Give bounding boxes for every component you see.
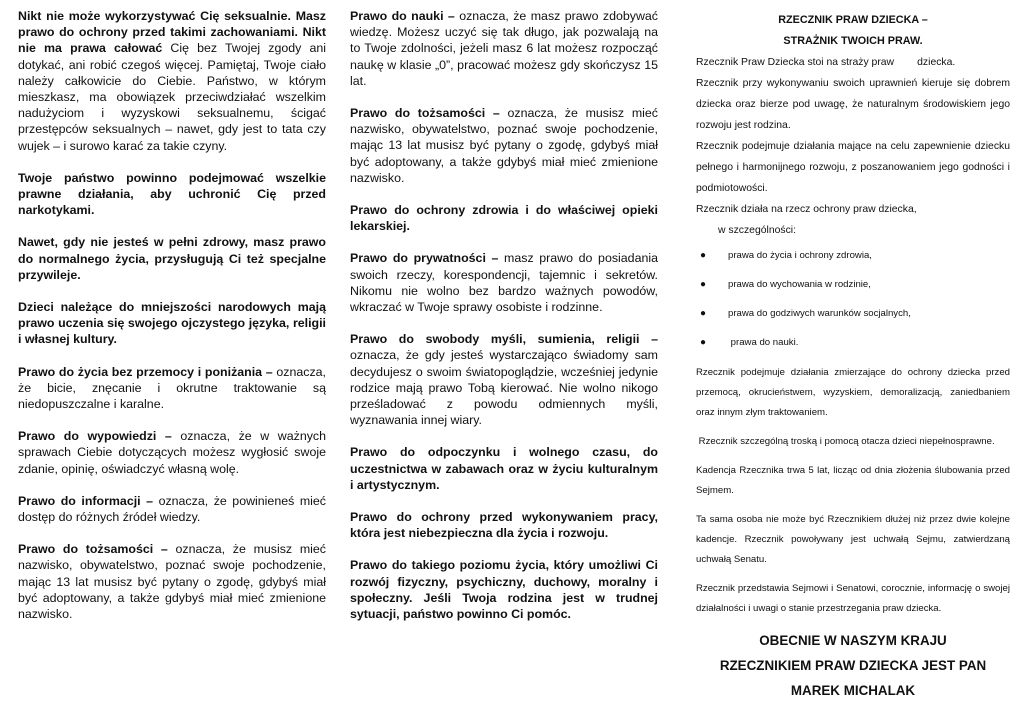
bullet-icon: ● bbox=[700, 279, 707, 290]
rights-paragraph bbox=[18, 541, 326, 622]
column-children-rights-1 bbox=[18, 8, 326, 638]
rights-paragraph bbox=[18, 8, 326, 154]
rights-paragraph bbox=[350, 557, 658, 622]
list-item: ● prawa do nauki. bbox=[696, 328, 1010, 357]
final-line-3: MAREK MICHALAK bbox=[790, 683, 916, 698]
list-item: ● prawa do życia i ochrony zdrowia, bbox=[696, 241, 1010, 270]
rights-paragraph bbox=[18, 493, 326, 525]
bullet-icon: ● bbox=[700, 337, 707, 348]
rights-paragraph bbox=[350, 202, 658, 234]
paragraph-bold-text: Prawo do prywatności – bbox=[350, 251, 499, 266]
ombudsman-paragraph-5: Rzecznik podejmuje działania zmierzające do ochrony dziecka przed przemocą, okrucieństwem, wyzyskiem, demoralizacją, zaniedbaniem oraz innym złym traktowaniem. bbox=[696, 367, 1010, 418]
bullet-icon: ● bbox=[700, 250, 707, 261]
rights-paragraph bbox=[18, 299, 326, 348]
bullet-icon: ● bbox=[700, 308, 707, 319]
rights-paragraph bbox=[350, 444, 658, 493]
paragraph-text: oznacza, że bicie, znęcanie i okrutne traktowanie są niedopuszczalne i karalne. bbox=[18, 364, 326, 412]
ombudsman-paragraph-7: Kadencja Rzecznika trwa 5 lat, licząc od dnia złożenia ślubowania przed Sejmem. bbox=[696, 465, 1010, 496]
column-children-rights-2 bbox=[350, 8, 658, 638]
paragraph-text: oznacza, że powinieneś mieć dostęp do różnych źródeł wiedzy. bbox=[18, 493, 326, 525]
paragraph-bold-text: Twoje państwo powinno podejmować wszelkie prawne działania, aby uchronić Cię przed narkotykami. bbox=[18, 170, 326, 218]
paragraph-bold-text: Prawo do tożsamości – bbox=[350, 106, 500, 121]
rights-paragraph bbox=[18, 234, 326, 283]
ombudsman-paragraph-3: Rzecznik podejmuje działania mające na celu zapewnienie dziecku pełnego i harmonijnego rozwoju, z poszanowaniem jego godności i podmiotowości. bbox=[696, 141, 1010, 194]
rights-paragraph bbox=[18, 364, 326, 413]
final-line-2: RZECZNIKIEM PRAW DZIECKA JEST PAN bbox=[719, 658, 987, 673]
ombudsman-paragraph-4: Rzecznik działa na rzecz ochrony praw dziecka, bbox=[696, 204, 917, 215]
rights-paragraph bbox=[18, 428, 326, 477]
list-item: ● prawa do godziwych warunków socjalnych, bbox=[696, 299, 1010, 328]
ombudsman-paragraph-4b: w szczególności: bbox=[718, 225, 796, 236]
paragraph-bold-text: Prawo do nauki – bbox=[350, 9, 455, 23]
paragraph-text: oznacza, że musisz mieć nazwisko, obywatelstwo, poznać swoje pochodzenie, mając 13 lat musisz być pytany o zgodę, gdybyś miał być adoptowany, a także gdybyś miał mieć zmienione nazwisko. bbox=[18, 542, 326, 622]
ombudsman-paragraph-6: Rzecznik szczególną troską i pomocą otacza dzieci niepełnosprawne. bbox=[696, 436, 995, 447]
rights-paragraph bbox=[350, 331, 658, 428]
paragraph-bold-text: Prawo do informacji – bbox=[18, 493, 154, 508]
ombudsman-title-line1: RZECZNIK PRAW DZIECKA – bbox=[778, 14, 928, 26]
column-ombudsman bbox=[696, 10, 1010, 703]
paragraph-bold-text: Prawo do tożsamości – bbox=[18, 542, 168, 557]
paragraph-bold-text: Prawo do wypowiedzi – bbox=[18, 429, 172, 444]
rights-bullet-list bbox=[696, 241, 1010, 357]
paragraph-bold-text: Nikt nie może wykorzystywać Cię seksualnie. Masz prawo do ochrony przed takimi zachowaniami. Nikt nie ma prawa całować bbox=[18, 9, 326, 56]
paragraph-bold-text: Dzieci należące do mniejszości narodowych mają prawo uczenia się swojego ojczystego języka, religii i własnej kultury. bbox=[18, 300, 326, 347]
paragraph-bold-text: Nawet, gdy nie jesteś w pełni zdrowy, masz prawo do normalnego życia, przysługują Ci też specjalne przywileje. bbox=[18, 235, 326, 282]
rights-paragraph bbox=[350, 250, 658, 315]
paragraph-bold-text: Prawo do odpoczynku i wolnego czasu, do uczestnictwa w zabawach oraz w życiu kulturalnym i artystycznym. bbox=[350, 445, 658, 492]
rights-paragraph bbox=[350, 509, 658, 541]
paragraph-text: masz prawo do posiadania swoich rzeczy, korespondencji, tajemnic i sekretów. Nikomu nie wolno bez bardzo ważnych powodów, wkraczać w Twoje sprawy osobiste i rodzinne. bbox=[350, 251, 658, 315]
list-item: ● prawa do wychowania w rodzinie, bbox=[696, 270, 1010, 299]
paragraph-text: oznacza, że w ważnych sprawach Ciebie dotyczących możesz wygłosić swoje zdanie, opinię, oświadczyć własną wolę. bbox=[18, 429, 327, 476]
rights-paragraph bbox=[350, 105, 658, 186]
paragraph-text: oznacza, że masz prawo zdobywać wiedzę. Możesz uczyć się tak długo, jak pozwalają na to Twoje zdolności, jeżeli masz 6 lat możesz rozpocząć naukę w klasie „0”, pracować możesz gdy skończysz 15 lat. bbox=[350, 9, 658, 88]
rights-paragraph bbox=[18, 170, 326, 219]
paragraph-bold-text: Prawo do ochrony przed wykonywaniem pracy, która jest niebezpieczna dla życia i rozwoju. bbox=[350, 510, 658, 541]
paragraph-text: Cię bez Twojej zgody ani dotykać, ani robić czegoś więcej. Pamiętaj, Twoje ciało należy całkowicie do Ciebie. Państwo, w którym mieszkasz, ma obowiązek przeciwdziałać wszelkim nadużyciom i wyzyskowi seksualnemu, ścigać przestępców seksualnych – nawet, gdy jest to tata czy wujek – i surowo karać za takie czyny. bbox=[18, 41, 326, 153]
ombudsman-paragraph-9: Rzecznik przedstawia Sejmowi i Senatowi, corocznie, informację o swojej działalności i uwagi o stanie przestrzegania praw dziecka. bbox=[696, 583, 1010, 614]
ombudsman-paragraph-8: Ta sama osoba nie może być Rzecznikiem dłużej niż przez dwie kolejne kadencje. Rzecznik powoływany jest uchwałą Sejmu, zatwierdzaną uchwałą Senatu. bbox=[696, 514, 1010, 565]
rights-paragraph bbox=[350, 8, 658, 89]
paragraph-text: oznacza, że musisz mieć nazwisko, obywatelstwo, poznać swoje pochodzenie, mając 13 lat musisz być pytany o zgodę, gdybyś miał być adoptowany, a także gdybyś miał mieć zmienione nazwisko. bbox=[350, 106, 658, 185]
final-line-1: OBECNIE W NASZYM KRAJU bbox=[759, 633, 947, 648]
paragraph-text: oznacza, że gdy jesteś wystarczająco świadomy sam decydujesz o swoim światopoglądzie, wcześniej jedynie rodzice mają prawo Tobą kierować. Nie wolno nikogo prześladować z powodu odmiennych myśli, wyznawania innej wiary. bbox=[350, 348, 658, 428]
paragraph-bold-text: Prawo do ochrony zdrowia i do właściwej opieki lekarskiej. bbox=[350, 203, 658, 234]
ombudsman-title-line2: STRAŻNIK TWOICH PRAW. bbox=[783, 35, 923, 47]
paragraph-bold-text: Prawo do swobody myśli, sumienia, religii – bbox=[350, 332, 658, 347]
ombudsman-paragraph-1: Rzecznik Praw Dziecka stoi na straży praw dziecka. bbox=[696, 57, 956, 68]
ombudsman-paragraph-2: Rzecznik przy wykonywaniu swoich uprawnień kieruje się dobrem dziecka oraz bierze pod uwagę, że naturalnym środowiskiem jego rozwoju jest rodzina. bbox=[696, 78, 1010, 131]
paragraph-bold-text: Prawo do takiego poziomu życia, który umożliwi Ci rozwój fizyczny, psychiczny, duchowy, moralny i społeczny. Jeśli Twoja rodzina jest w trudnej sytuacji, państwo powinno Ci pomóc. bbox=[350, 558, 658, 622]
paragraph-bold-text: Prawo do życia bez przemocy i poniżania – bbox=[18, 364, 273, 379]
